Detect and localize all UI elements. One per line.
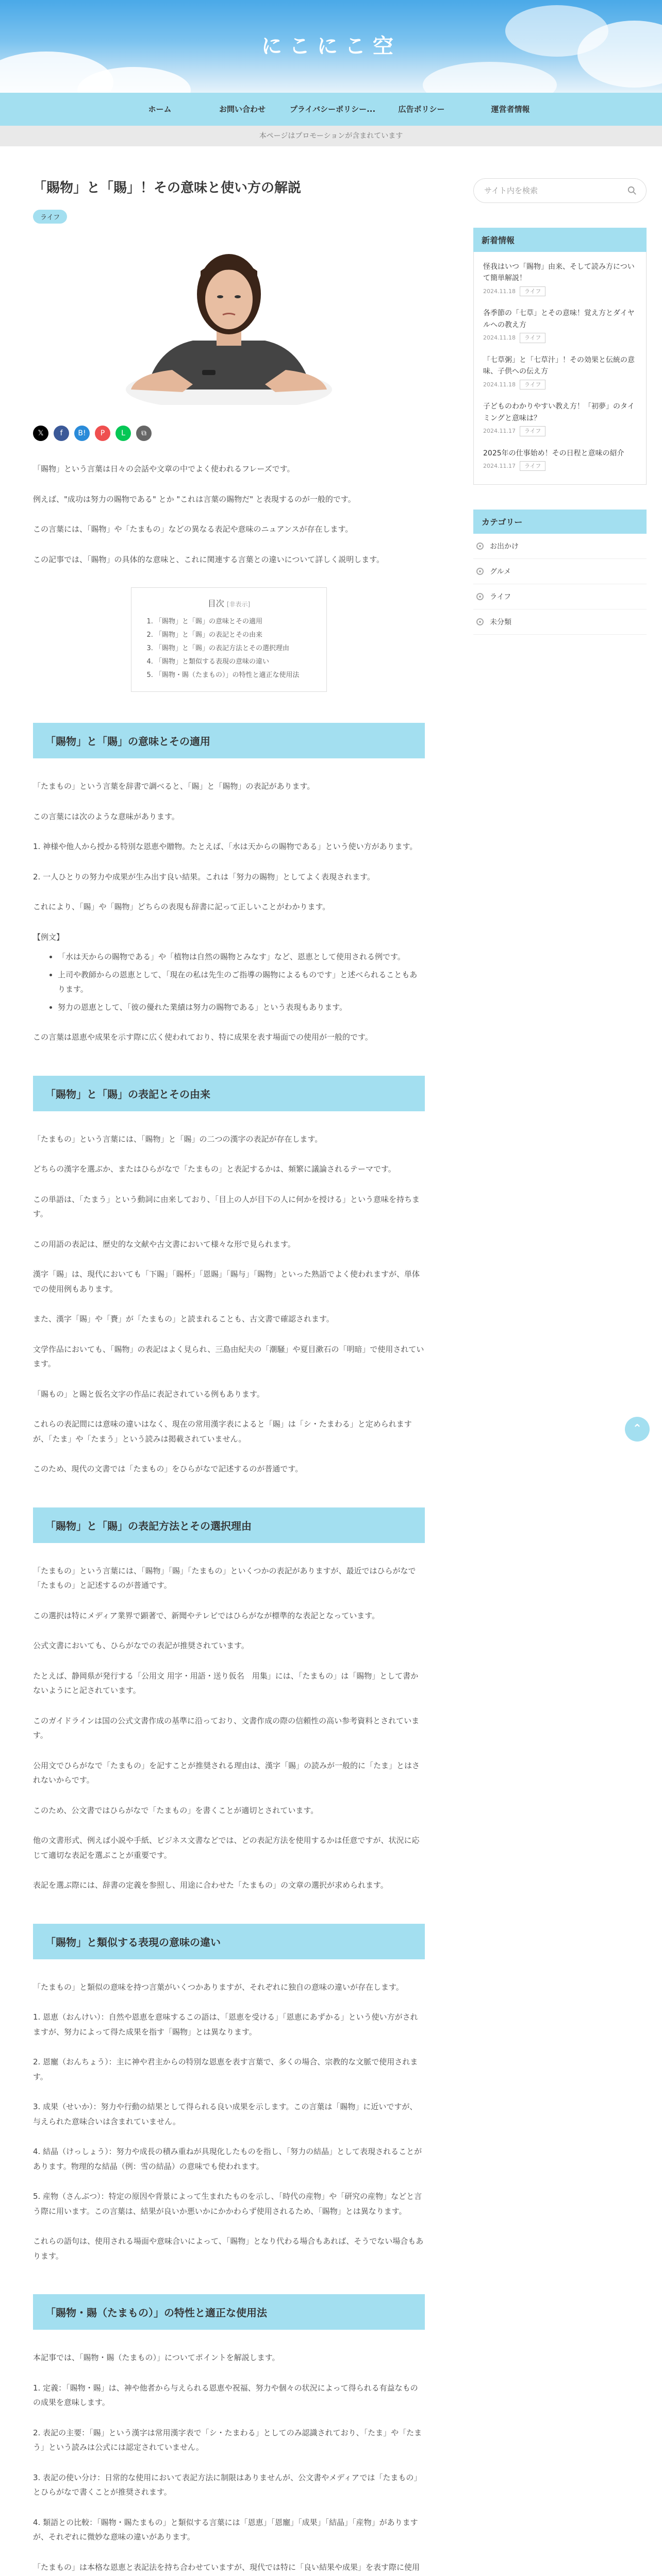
new-post-date: 2024.11.17 [483,427,516,434]
list-item: • 上司や教師からの恩恵として、「現在の私は先生のご指導の賜物によるものです」と述べられることもあります。 [58,968,425,997]
x-share-icon[interactable]: 𝕏 [33,426,48,441]
new-post-title[interactable]: 各季節の「七草」とその意味！覚え方とダイヤルへの教え方 [483,309,635,329]
post-title: 「賜物」と「賜」！その意味と使い方の解説 [33,180,302,196]
section-paragraph: 公式文書においても、ひらがなでの表記が推奨されています。 [33,1641,249,1650]
section-heading: 「賜物」と類似する表現の意味の違い [33,1924,425,1959]
nav-item-privacy[interactable]: プライバシーポリシー... [289,105,376,114]
example-list [33,950,425,1014]
list-item[interactable] [483,401,637,436]
chevron-up-icon: ⌃ [632,1422,642,1435]
section-paragraph: 4. 類語との比較：「賜物・賜たまもの」と類似する言葉には「恩恵」「恩寵」「成果」「結晶」「産物」がありますが、それぞれに微妙な意味の違いがあります。 [33,2517,418,2541]
category-icon [476,618,484,625]
new-post-date: 2024.11.18 [483,287,516,295]
section-paragraph: このため、公文書ではひらがなで「たまもの」を書くことが適切とされています。 [33,1805,319,1815]
new-post-title[interactable]: 怪我はいつ「賜物」由来、そして読み方について簡単解説！ [483,263,635,283]
new-post-date: 2024.11.18 [483,334,516,342]
nav-item-home[interactable]: ホーム [148,105,172,114]
table-of-contents [131,587,327,692]
post-intro [33,462,425,567]
section-paragraph: この選択は特にメディア業界で顕著で、新聞やテレビではひらがなが標準的な表記となっています。 [33,1611,380,1620]
section-paragraph: 「たまもの」と類似の意味を持つ言葉がいくつかありますが、それぞれに独自の意味の違いが存在します。 [33,1982,404,1992]
search-input[interactable] [473,178,647,203]
section-paragraph: 3. 成果（せいか）：努力や行動の結果として得られる良い成果を示します。この言葉は「賜物」に近いですが、与えられた意味合いは含まれていません。 [33,2102,418,2126]
category-icon [476,568,484,575]
cloud-decoration [423,62,557,93]
toc-item[interactable]: 3. 「賜物」と「賜」の表記方法とその選択理由 [155,642,314,655]
share-buttons-top [33,426,425,441]
section-paragraph: この言葉は恩恵や成果を示す際に広く使われており、特に成果を表す場面での使用が一般的です。 [33,1032,373,1042]
toc-item[interactable]: 2. 「賜物」と「賜」の表記とその由来 [155,629,314,642]
section-paragraph: 本記事では、「賜物・賜（たまもの）」についてポイントを解説します。 [33,2353,280,2362]
toc-item[interactable]: 5. 「賜物・賜（たまもの）」の特性と適正な使用法 [155,669,314,682]
new-posts-list [473,252,647,485]
category-list [473,534,647,635]
nav-item-operator[interactable]: 運営者情報 [491,105,530,114]
section-paragraph: 4. 結晶（けっしょう）：努力や成長の積み重ねが具現化したものを指し、「努力の結晶」として表現されることがあります。物理的な結晶（例：雪の結晶）の意味でも使われます。 [33,2147,422,2171]
section-paragraph: 1. 定義：「賜物・賜」は、神や他者から与えられる恩恵や祝福、努力や個々の状況によって得られる有益なものの成果を意味します。 [33,2383,418,2407]
section-paragraph: 公用文でひらがなで「たまもの」を記すことが推奨される理由は、漢字「賜」の読みが一般的に「たま」とはされないからです。 [33,1760,420,1785]
promotion-notice: 本ページはプロモーションが含まれています [0,126,662,146]
facebook-share-icon[interactable]: f [54,426,69,441]
category-tag[interactable]: ライフ [520,333,545,343]
intro-paragraph: 「賜物」という言葉は日々の会話や文章の中でよく使われるフレーズです。 [33,464,295,473]
list-item: • 努力の恩恵として、「彼の優れた業績は努力の賜物である」という表現もあります。 [58,1000,425,1015]
category-tag[interactable]: ライフ [520,426,545,436]
section-paragraph: この言葉には次のような意味があります。 [33,811,179,821]
list-item: • 「水は天からの賜物である」や「植物は自然の賜物とみなす」など、恩恵として使用される例です。 [58,950,425,964]
section-paragraph: 「たまもの」という言葉には、「賜物」と「賜」の二つの漢字の表記が存在します。 [33,1134,323,1144]
section-heading: 「賜物」と「賜」の意味とその適用 [33,723,425,758]
section-paragraph: 文学作品においても、「賜物」の表記はよく見られ、三島由紀夫の「潮騒」や夏目漱石の「明暗」で使用されています。 [33,1344,424,1368]
site-header [0,0,662,93]
toc-toggle[interactable]: [非表示] [226,601,251,608]
section-paragraph: 漢字「賜」は、現代においても「下賜」「賜杯」「恩賜」「賜与」「賜物」といった熟語でよく使われますが、単体での使用例もあります。 [33,1269,420,1294]
global-nav [0,93,662,126]
site-title[interactable]: にこにこ空 [261,35,401,58]
section-paragraph: 3. 表記の使い分け：日常的な使用において表記方法に制限はありませんが、公文書やメディアでは「たまもの」とひらがなで書くことが推奨されます。 [33,2472,422,2497]
category-label: グルメ [490,568,511,577]
main-content [33,178,425,2576]
section-paragraph: 表記を選ぶ際には、辞書の定義を参照し、用途に合わせた「たまもの」の文章の選択が求められます。 [33,1880,388,1890]
category-item[interactable] [473,584,647,609]
section-paragraph: 他の文書形式、例えば小説や手紙、ビジネス文書などでは、どの表記方法を使用するかは任意ですが、状況に応じて適切な表記を選ぶことが重要です。 [33,1836,420,1860]
new-post-date: 2024.11.18 [483,381,516,388]
new-post-title[interactable]: 「七草粥」と「七草汁」！その効果と伝統の意味、子供への伝え方 [483,355,635,376]
new-post-title[interactable]: 子どものわかりやすい教え方！「初夢」のタイミングと意味は？ [483,402,635,422]
category-tag[interactable]: ライフ [520,286,545,297]
section-paragraph: このガイドラインは国の公式文書作成の基準に沿っており、文書作成の際の信頼性の高い参考資料とされています。 [33,1716,420,1740]
section-heading: 「賜物」と「賜」の表記とその由来 [33,1076,425,1111]
new-post-title[interactable]: 2025年の仕事始め！その日程と意味の紹介 [483,449,624,457]
search-icon[interactable] [627,186,637,195]
section-heading: 「賜物・賜（たまもの）」の特性と適正な使用法 [33,2294,425,2330]
category-widget-title: カテゴリー [473,510,647,534]
section-paragraph: 「たまもの」という言葉を辞書で調べると、「賜」と「賜物」の表記があります。 [33,782,315,791]
new-post-date: 2024.11.17 [483,462,516,469]
section-paragraph: 1. 神様や他人から授かる特別な恩恵や贈物。たとえば、「水は天からの賜物である」という使い方があります。 [33,842,418,851]
category-item[interactable] [473,609,647,635]
intro-paragraph: この記事では、「賜物」の具体的な意味と、これに関連する言葉との違いについて詳しく説明します。 [33,554,385,564]
new-posts-title: 新着情報 [473,228,647,252]
toc-item[interactable]: 4. 「賜物」と類似する表現の意味の違い [155,655,314,669]
category-icon [476,593,484,600]
nav-item-contact[interactable]: お問い合わせ [219,105,266,114]
list-item[interactable] [483,448,637,471]
list-item[interactable] [483,261,637,296]
section-heading: 「賜物」と「賜」の表記方法とその選択理由 [33,1507,425,1543]
section-paragraph: たとえば、静岡県が発行する「公用文 用字・用語・送り仮名 用集」には、「たまもの」は「賜物」として書かないようにと記されています。 [33,1671,419,1695]
toc-title [144,597,314,609]
intro-paragraph: 例えば、"成功は努力の賜物である" とか "これは言葉の賜物だ" と表現するのが一般的です。 [33,494,356,504]
hatena-share-icon[interactable]: B! [74,426,90,441]
example-label: 【例文】 [33,932,64,942]
section-paragraph: 1. 恩恵（おんけい）：自然や恩恵を意味するこの語は、「恩恵を受ける」「恩恵にあずかる」という使い方がされますが、努力によって得た成果を指す「賜物」とは異なります。 [33,2012,418,2037]
category-label: ライフ [490,593,511,602]
section-paragraph: 「たまもの」は本格な恩恵と表記法を持ち合わせていますが、現代では特に「良い結果や成果」を表す際に使用 [33,2562,420,2572]
line-share-icon[interactable]: L [115,426,131,441]
section-paragraph: この単語は、「たまう」という動詞に由来しており、「目上の人が目下の人に何かを授ける」という意味を持ちます。 [33,1194,420,1218]
section-paragraph: また、漢字「賜」や「賚」が「たまもの」と読まれることも、古文書で確認されます。 [33,1314,334,1324]
category-tag[interactable]: ライフ [520,380,545,390]
toc-title-text: 目次 [207,599,224,608]
category-tag[interactable]: ライフ [520,461,545,471]
section-paragraph: この用語の表記は、歴史的な文献や古文書において様々な形で見られます。 [33,1239,295,1249]
nav-item-ad-policy[interactable]: 広告ポリシー [398,105,445,114]
pocket-share-icon[interactable]: P [95,426,110,441]
category-icon [476,543,484,550]
eyecatch-image [115,235,342,405]
section-paragraph: 「たまもの」という言葉には、「賜物」「賜」「たまもの」といくつかの表記がありますが、最近ではひらがなで「たまもの」と記述するのが普通です。 [33,1566,416,1590]
section-paragraph: 5. 産物（さんぶつ）：特定の原因や背景によって生まれたものを示し、「時代の産物」や「研究の産物」などと言う際に用います。この言葉は、結果が良いか悪いかにかかわらず使用されるため、「賜物」とは異なります。 [33,2192,422,2216]
list-item[interactable] [483,308,637,343]
copy-link-icon[interactable]: ⧉ [136,426,152,441]
category-label: お出かけ [490,543,519,551]
list-item[interactable] [483,354,637,389]
section-paragraph: 2. 表記の主要：「賜」という漢字は常用漢字表で「シ・たまわる」としてのみ認識されており、「たま」や「たまう」という読みは公式には認定されていません。 [33,2428,422,2452]
section-paragraph: 2. 恩寵（おんちょう）：主に神や君主からの特別な恩恵を表す言葉で、多くの場合、宗教的な文脈で使用されます。 [33,2057,418,2081]
section-paragraph: これらの語句は、使用される場面や意味合いによって、「賜物」となり代わる場合もあれば、そうでない場合もあります。 [33,2236,424,2261]
scroll-to-top-button[interactable] [625,1417,650,1442]
section-paragraph: どちらの漢字を選ぶか、またはひらがなで「たまもの」と表記するかは、頻繁に議論されるテーマです。 [33,1164,396,1174]
section-paragraph: これらの表記間には意味の違いはなく、現在の常用漢字表によると「賜」は「シ・たまわる」と定められますが、「たま」や「たまう」という読みは掲載されていません。 [33,1419,412,1444]
category-item[interactable] [473,559,647,584]
search-placeholder: サイト内を検索 [484,186,538,195]
sidebar [473,178,647,635]
section-paragraph: これにより、「賜」や「賜物」どちらの表現も辞書に記って正しいことがわかります。 [33,902,330,911]
section-paragraph: 「賜もの」と賜と仮名文字の作品に表記されている例もあります。 [33,1389,264,1399]
category-item[interactable] [473,534,647,559]
intro-paragraph: この言葉には、「賜物」や「たまもの」などの異なる表記や意味のニュアンスが存在します。 [33,524,353,534]
section-paragraph: 2. 一人ひとりの努力や成果が生み出す良い結果。これは「努力の賜物」としてよく表現されます。 [33,872,375,882]
toc-item[interactable]: 1. 「賜物」と「賜」の意味とその適用 [155,615,314,629]
category-badge[interactable]: ライフ [33,210,67,224]
category-label: 未分類 [490,618,511,627]
section-paragraph: このため、現代の文書では「たまもの」をひらがなで記述するのが普通です。 [33,1464,303,1473]
